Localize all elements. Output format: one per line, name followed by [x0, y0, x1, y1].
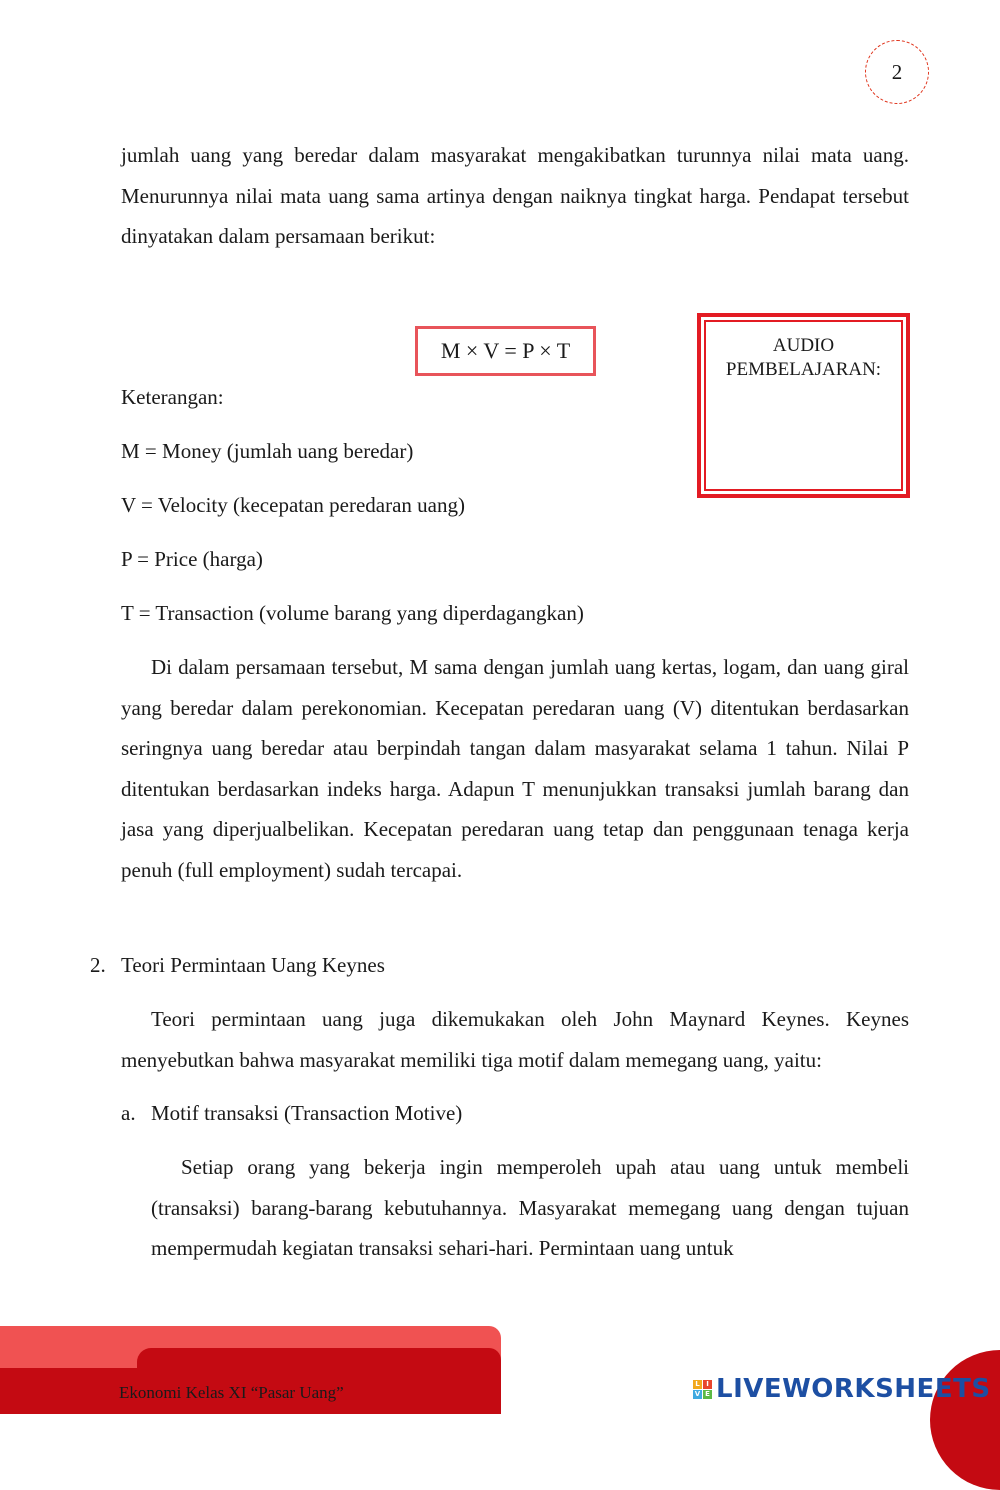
- audio-learning-label: AUDIO PEMBELAJARAN:: [704, 320, 903, 491]
- section-2-paragraph: Teori permintaan uang juga dikemukakan oleh John Maynard Keynes. Keynes menyebutkan bahwa masyarakat memiliki tiga motif dalam memegang uang, yaitu:: [121, 1007, 909, 1072]
- corner-decoration: [930, 1350, 1000, 1490]
- section-2-number: 2.: [90, 953, 106, 977]
- liveworksheets-icon: L I V E: [693, 1380, 712, 1399]
- footer-title: Ekonomi Kelas XI “Pasar Uang”: [119, 1383, 344, 1402]
- keterangan-item-v: V = Velocity (kecepatan peredaran uang): [121, 493, 465, 517]
- subsection-a-letter: a.: [121, 1101, 136, 1125]
- audio-learning-box[interactable]: [697, 313, 910, 498]
- subsection-a-paragraph: Setiap orang yang bekerja ingin memperoleh upah atau uang untuk membeli (transaksi) barang-barang kebutuhannya. Masyarakat memegang uang dengan tujuan mempermudah kegiatan transaksi sehari-hari. Permintaan uang untuk: [151, 1155, 909, 1261]
- footer-tab: [137, 1348, 501, 1388]
- keterangan-item-t: T = Transaction (volume barang yang diperdagangkan): [121, 601, 584, 625]
- keterangan-item-p: P = Price (harga): [121, 547, 263, 571]
- liveworksheets-logo[interactable]: [693, 1374, 991, 1404]
- formula-text: M × V = P × T: [440, 338, 571, 363]
- subsection-a-title: Motif transaksi (Transaction Motive): [151, 1101, 463, 1125]
- liveworksheets-wordmark: LIVEWORKSHEETS: [716, 1374, 991, 1404]
- keterangan-item-m: M = Money (jumlah uang beredar): [121, 439, 414, 463]
- paragraph-explanation: Di dalam persamaan tersebut, M sama dengan jumlah uang kertas, logam, dan uang giral yang beredar dalam perekonomian. Kecepatan peredaran uang (V) ditentukan berdasarkan seringnya uang beredar atau berpindah tangan dalam masyarakat selama 1 tahun. Nilai P ditentukan berdasarkan indeks harga. Adapun T menunjukkan transaksi jumlah barang dan jasa yang diperjualbelikan. Kecepatan peredaran uang tetap dan penggunaan tenaga kerja penuh (full employment) sudah tercapai.: [121, 655, 909, 882]
- paragraph-intro: jumlah uang yang beredar dalam masyarakat mengakibatkan turunnya nilai mata uang. Menurunnya nilai mata uang sama artinya dengan naiknya tingkat harga. Pendapat tersebut dinyatakan dalam persamaan berikut:: [121, 143, 909, 249]
- formula-box: [415, 326, 596, 376]
- page-number: 2: [865, 40, 929, 104]
- keterangan-heading: Keterangan:: [121, 385, 224, 409]
- section-2-title: Teori Permintaan Uang Keynes: [121, 953, 385, 977]
